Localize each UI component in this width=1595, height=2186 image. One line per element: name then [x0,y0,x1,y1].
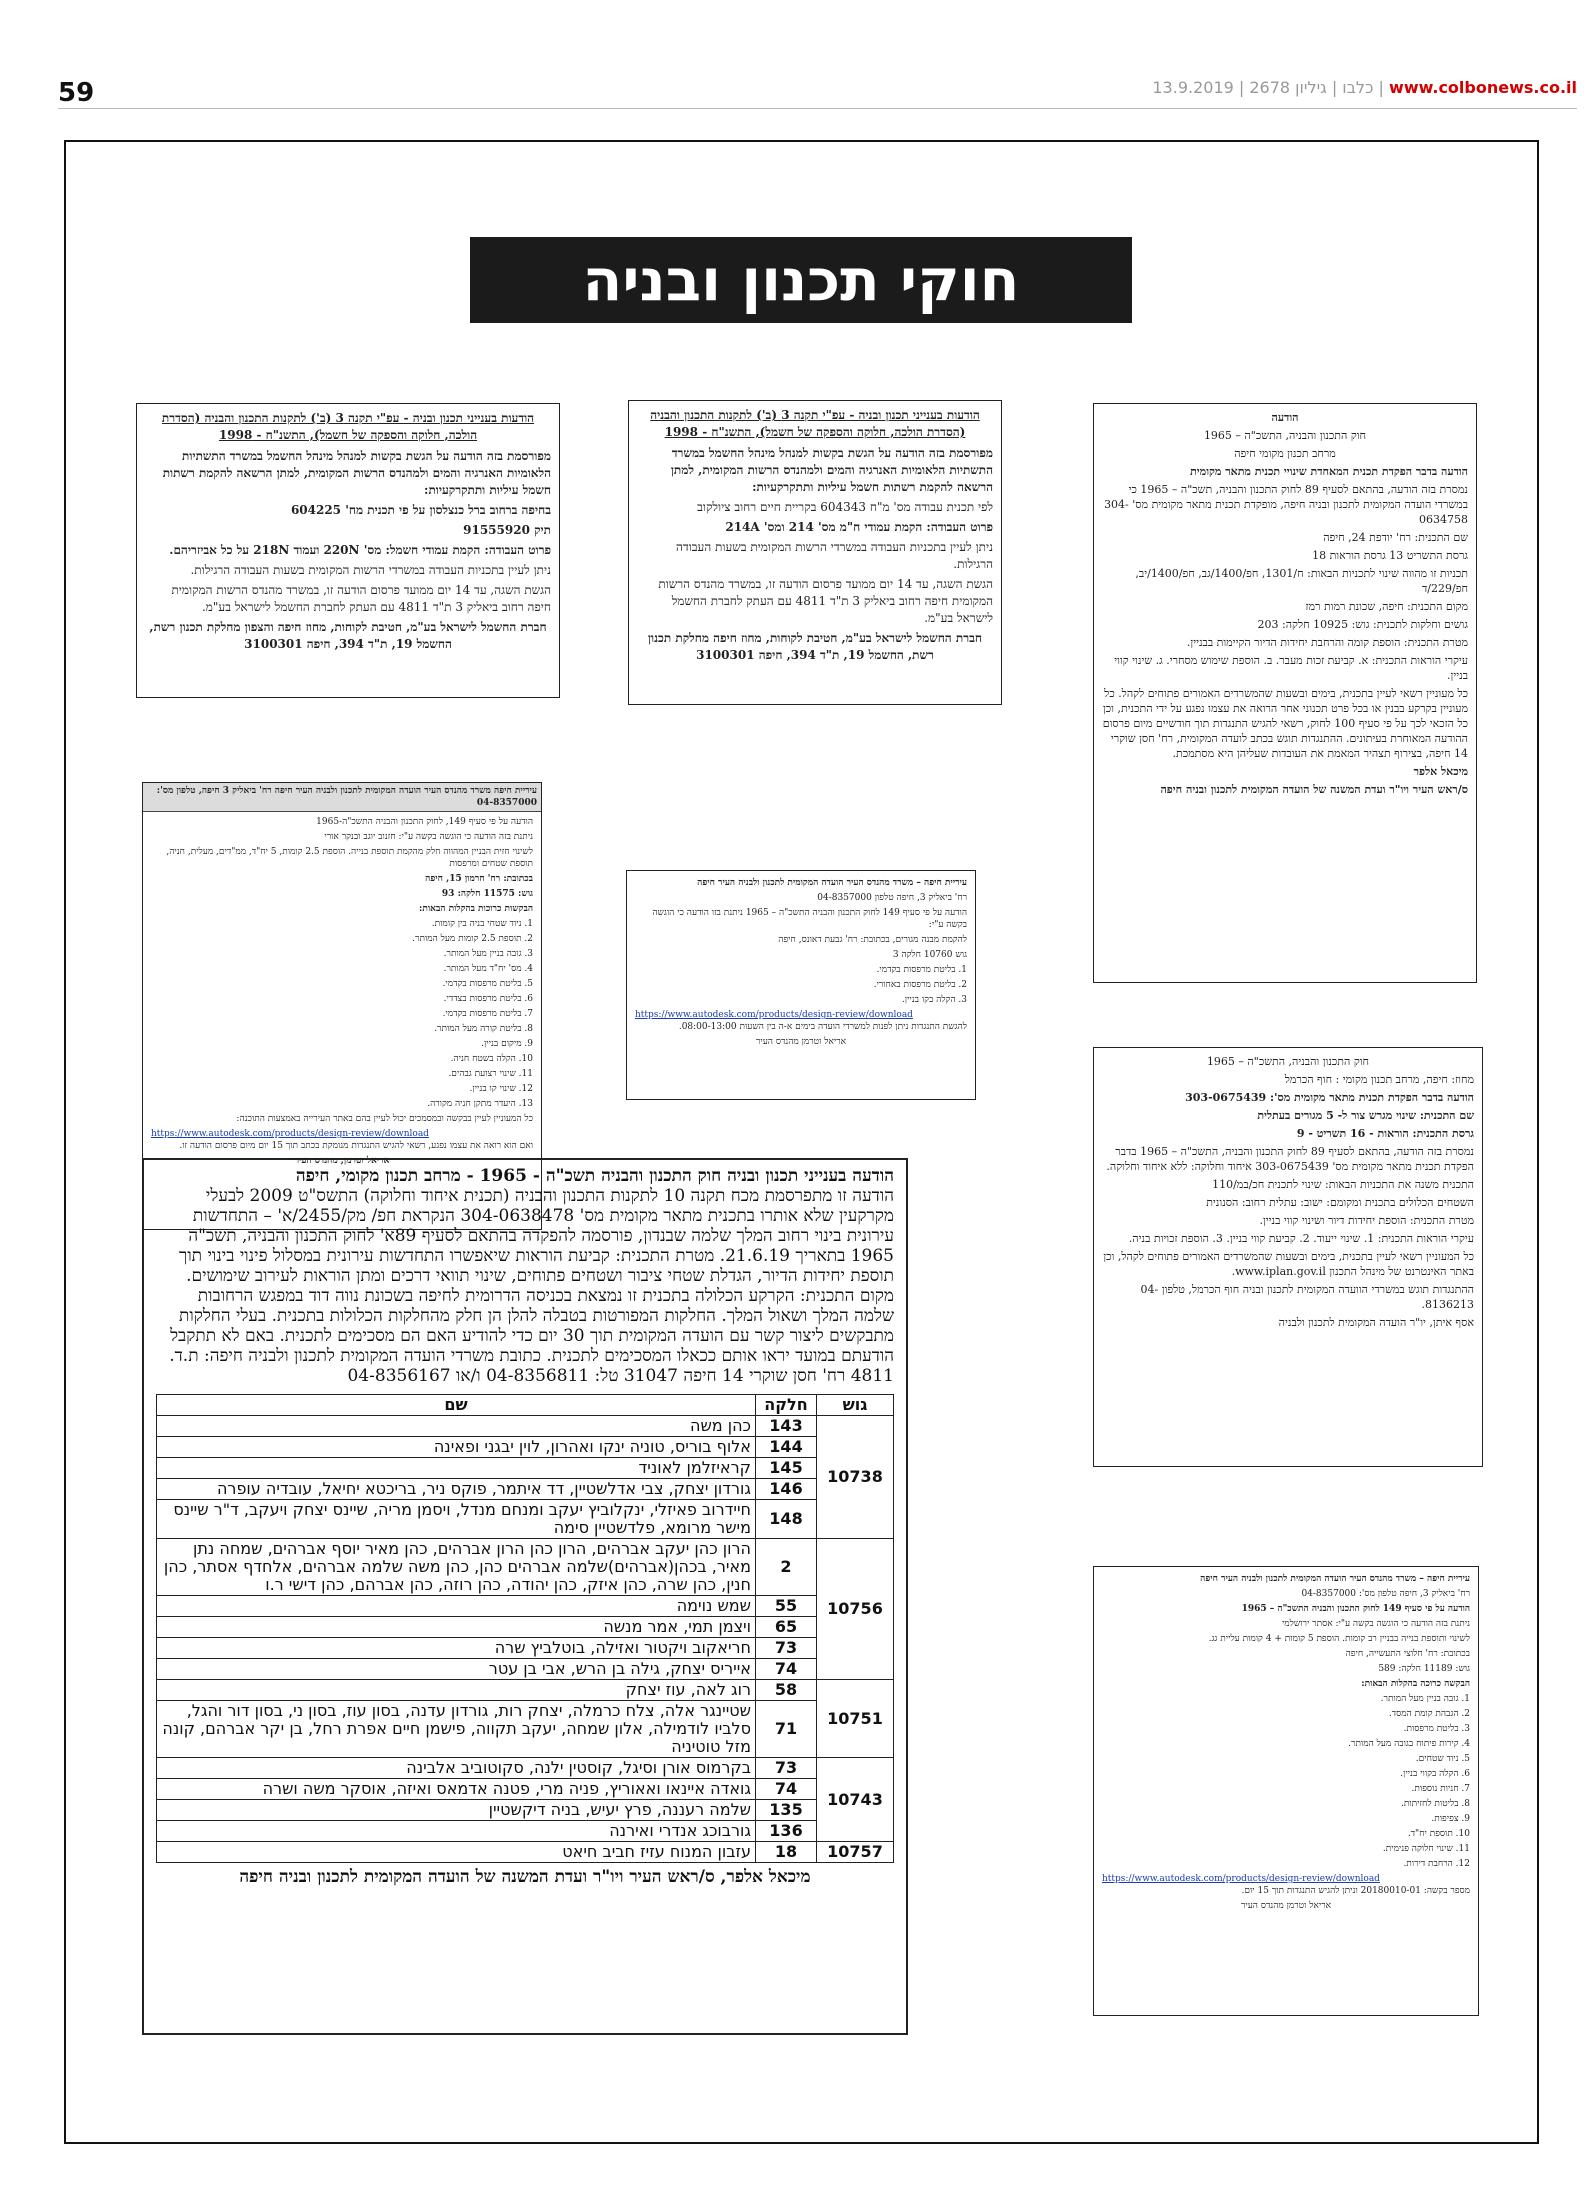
cell-helka: 73 [756,1758,817,1779]
cell-owner-name: ויצמן תמי, אמר מנשה [157,1617,756,1638]
notice-line: 13. היעדר מתקן חניה מקורה. [427,1099,533,1109]
notice-line: שם התכנית: שינוי מגרש צור ל- 5 מגורים בעתלית [1257,1109,1474,1122]
notice-header-bar: עיריית חיפה משרד מהנדס העיר הועדה המקומית לתכנון ולבניה העיר חיפה רח' ביאליק 3 חיפה, טלפון מס': 04-8357000 [143,783,541,812]
notice-line: ניתנת בזה הודעה כי הוגשה בקשה ע"י: חזנוב יוגב ובנקר אורי [324,832,533,842]
notice-line: הודעה [1271,411,1299,424]
notice-line: ניתן לעיין בתכניות העבודה במשרדי הרשות המקומית בשעות העבודה הרגילות. [676,540,993,571]
header-divider [58,108,1577,109]
notice-line: לשינוי חזית הבניין המהווה חלק מהקמת תוספת בנייה. הוספת 2.5 קומות, 5 יח"ד, ממ"דים, מעלית, חניה, תוספת שטחים ומרפסות [166,847,533,869]
table-row [157,1800,894,1821]
cell-owner-name: גואדה איינאו ואאוריץ, פניה מרי, פטנה אדמאס ואיזה, אוסקר משה ושרה [157,1779,756,1800]
cell-owner-name: שטיינגר אלה, צלח כרמלה, יצחק רות, גורדון עדנה, בסון עוז, בסון ני, בסון דור והגל, סלביו לודמילה, אלון שמחה, יעקב תקווה, פישמן חיים אפרת רחל, בן יקר אברהם, קונה מזל טוטיניה [157,1701,756,1758]
notice-line: 6. הקלה בקווי בניין. [1400,1769,1470,1779]
table-row [157,1539,894,1596]
cell-gush: 10743 [817,1758,894,1842]
notice-line: השטחים הכלולים בתכנית ומקומם: ישוב: עתלית רחוב: הסנונית [1206,1196,1474,1209]
notice-line: הבקשות כרוכות בהקלות הבאות: [419,904,533,914]
cell-owner-name: רוג לאה, עוז יצחק [157,1680,756,1701]
table-row [157,1821,894,1842]
table-row [157,1596,894,1617]
notice-line: 4. מס' יח"ד מעל המותר. [443,964,533,974]
notice-line: 1. בליטת מרפסות בקדמי. [876,965,967,975]
cell-helka: 73 [756,1638,817,1659]
notice-line: כל מעוניין רשאי לעיין בתכנית, בימים ובשעות שהמשרדים האמורים פתוחים לקהל. כל מעוניין בקרקע בבנין או בכל פרט תכנוני אחר הרואה את עצמו נפגע על ידי התכנית, וכן כל הזכאי לכך על פי סעיף 100 לחוק, רשאי להגיש התנגדות תוך חודשיים מיום פרסום ההודעה המאוחרת בעיתונים. ההתנגדות תוגש בכתב לועדה המקומית, רח' חסן שוקרי 14 חיפה, בצירוף תצהיר המאמת את העובדות שעליהן היא מסתמכת. [1102,687,1468,760]
notice-line: להגשת התנגדות ניתן לפנות למשרדי הועדה בימים א-ה בין השעות 08:00-13:00. [678,1022,967,1032]
notice-haifa-149-b [626,870,976,1100]
notice-line: עיקרי הוראות התכנית: 1. שינוי ייעוד. 2. קביעת קווי בניין. 3. הוספת זכויות בניה. [1128,1232,1474,1245]
notice-line: ואם הוא רואה את עצמו נפגע, רשאי להגיש התנגדות מנומקת בכתב תוך 15 יום מיום פרסום הודעה זו. [179,1141,533,1151]
notice-line: רח' ביאליק 3, חיפה טלפון מס': 04-8357000 [1301,1589,1470,1599]
notice-line: הודעה בדבר הפקדת תכנית המאחדת שינויי תכנית מתאר מקומית [1190,465,1468,478]
autodesk-link[interactable]: https://www.autodesk.com/products/design-review/download [635,1010,913,1020]
cell-owner-name: גורדון יצחק, צבי אדלשטיין, דד איתמר, פוקס ניר, בריכטא יחיאל, עובדיה עופרה [157,1479,756,1500]
notice-head: הודעות בענייני תכנון ובניה - עפ"י תקנה 3 (ב') לתקנות התכנון והבניה (הסדרת הולכה, חלוקה והספקה של חשמל), התשנ"ח - 1998 [161,411,535,442]
cell-helka: 71 [756,1701,817,1758]
notice-title: הודעה בענייני תכנון ובניה חוק התכנון והבניה תשכ"ה - 1965 - מרחב תכנון מקומי, חיפה [295,1166,894,1186]
notice-line: 3. גובה בניין מעל המותר. [443,949,533,959]
table-row [157,1500,894,1539]
notice-line: רח' ביאליק 3, חיפה טלפון 04-8357000 [817,893,967,903]
cell-helka: 135 [756,1800,817,1821]
notice-line: 3. בליטת מרפסות. [1403,1724,1470,1734]
notice-line: הודעה על פי סעיף 149 לחוק התכנון והבניה התשכ"ה – 1965 ניתנת בזו הודעה כי הוגשה בקשה ע"י: [652,908,967,930]
notice-line: 2. תוספת 2.5 קומות מעל המותר. [412,934,533,944]
notice-line: עיריית חיפה – משרד מהנדס העיר הועדה המקומית לתכנון ולבניה העיר חיפה [1200,1574,1470,1584]
notice-line: 9. צפיפות. [1431,1814,1470,1824]
cell-owner-name: חריאקוב ויקטור ואזילה, בוטלביץ שרה [157,1638,756,1659]
notice-line: כל המעוניין לעיין בבקשה ובמסמכים יכול לעיין בהם באתר העירייה באמצעות התוכנה: [236,1114,533,1124]
notice-line: הגשת השגה, עד 14 יום ממועד פרסום הודעה זו, במשרד מהנדס הרשות המקומית חיפה רחוב ביאליק 3 ת"ד 4811 עם העתק לחברת החשמל לישראל בע"מ. [658,577,993,625]
notice-line: גוש: 11575 חלקה: 93 [441,889,533,899]
table-row [157,1617,894,1638]
cell-gush: 10738 [817,1416,894,1539]
notice-line: 4. קירות פיתוח בגובה מעל המותר. [1348,1739,1470,1749]
notice-line: הודעה בדבר הפקדת תכנית מתאר מקומית מס': 303-0675439 [1185,1091,1474,1104]
notice-plan-deposit [1093,403,1477,983]
table-header-row [157,1395,894,1416]
cell-owner-name: אלוף בוריס, טוניה ינקו ואהרון, לוין יבגני ופאינה [157,1437,756,1458]
table-row [157,1758,894,1779]
cell-helka: 145 [756,1458,817,1479]
notice-line: כל המעוניין רשאי לעיין בתכנית, בימים ובשעות שהמשרדים האמורים פתוחים לקהל, וכן באתר האינטרנט של מינהל התכנון www.iplan.gov.il. [1103,1250,1474,1278]
notice-line: גרסת התשריט 13 גרסת הוראות 18 [1312,549,1468,562]
notice-sign: אריאל וטרמן מהנדס העיר [755,1037,847,1047]
notice-intro: הודעה זו מתפרסמת מכח תקנה 10 לתקנות התכנון והבניה (תכנית איחוד וחלוקה) התשס"ט 2009 לבעלי מקרקעין שלא אותרו בתכנית מתאר מקומית מס' 304-0638478 הנקראת חפ/ מק/2455/א' – התחדשות עירונית בינוי רחוב המלך שלמה שבנדון, פורסמה להפקדה בהתאם לסעיף 89א' לחוק התכנון והבניה, תשכ"ה 1965 בתאריך 21.6.19. מטרת התכנית: קביעת הוראות שיאפשרו התחדשות עירונית במסלול פינוי בינוי תוך תוספת יחידות הדיור, הגדלת שטחי ציבור ושטחים פתוחים, שינוי תוואי דרכים ומתן הוראות לעירוב שימושים. מקום התכנית: הקרקע הכלולה בתכנית זו נמצאת בכניסה הדרומית לחיפה בשכונת נווה דוד במפגש הרחובות שלמה המלך ושאול המלך. החלקות המפורטות בטבלה להלן הן חלק מהחלקות הכלולות בתכנית. בעלי החלקות מתבקשים ליצור קשר עם הועדה המקומית תוך 30 יום כדי להודיע האם הם מסכימים לתכנית. באם לא תתקבל הודעתם במועד יראו אותם ככאלו המסכימים לתכנית. כתובת משרדי הועדה המקומית לתכנון ולבניה חיפה: ת.ד. 4811 רח' חסן שוקרי 14 חיפה 31047 טל: 04-8356811 ו/או 04-8356167 [169,1186,894,1386]
table-row [157,1701,894,1758]
cell-owner-name: קראיזלמן לאוניד [157,1458,756,1479]
notice-reparcellation [142,1158,908,2035]
notice-line: 7. בליטת מרפסות בקדמי. [442,1009,533,1019]
cell-owner-name: כהן משה [157,1416,756,1437]
notice-line: שם התכנית: רח' יודפת 24, חיפה [1323,531,1468,544]
col-gush: גוש [817,1395,894,1416]
notice-line: 10. הקלה בשטח חניה. [450,1054,533,1064]
table-row [157,1842,894,1863]
notice-haifa-149-c [1093,1566,1479,2016]
notice-line: להקמת מבנה מגורים, בכתובת: רח' גבעת דאונס, חיפה [778,935,967,945]
notice-line: 2. הגבהת קומת המסד. [1388,1709,1470,1719]
notice-line: 11. שינוי רצועת גבהים. [448,1069,533,1079]
notice-line: 1. גובה בניין מעל המותר. [1380,1694,1470,1704]
notice-line: פרוט העבודה: הקמת עמודי ח"מ מס' 214 ומס' 214A [725,520,993,534]
site-url[interactable]: www.colbonews.co.il [1389,78,1577,97]
cell-helka: 144 [756,1437,817,1458]
cell-helka: 136 [756,1821,817,1842]
notice-line: 6. בליטת מרפסות בצדדי. [443,994,533,1004]
notice-line: חוק התכנון והבניה, התשכ"ה – 1965 [1203,429,1367,442]
notice-line: מפורסמת בזה הודעה על הגשת בקשות למנהל מינהל החשמל במשרד התשתיות הלאומיות האנרגיה והמים ולמהנדס הרשות המקומית, למתן הרשאה להקמת רשתות חשמל עיליות ותתקרקעיות: [670,446,993,494]
notice-line: מטרת התכנית: הוספת קומה והרחבת יחידות הדיור הקיימות בבניין. [1186,636,1468,649]
notice-line: התכנית משנה את התכניות הבאות: שינוי לתכנית חכ/במ/110 [1212,1178,1474,1191]
notice-line: בחיפה ברחוב ברל כנצלסון על פי תכנית מח' 604225 [290,503,551,517]
cell-helka: 65 [756,1617,817,1638]
notice-line: 8. בליטת קורה מעל המותר. [434,1024,533,1034]
notice-line: 11. שינוי חלוקה פנימית. [1382,1844,1470,1854]
notice-line: גושים וחלקות לתכנית: גוש: 10925 חלקה: 203 [1257,618,1468,631]
cell-helka: 18 [756,1842,817,1863]
notice-line: מרחב תכנון מקומי חיפה [1234,447,1336,460]
cell-owner-name: גורבוכג אנדרי ואירנה [157,1821,756,1842]
notice-line: 5. בליטת מרפסות בקדמי. [442,979,533,989]
table-row [157,1638,894,1659]
notice-line: מקום התכנית: חיפה, שכונת רמות רמז [1305,600,1468,613]
notice-line: גוש: 11189 חלקה: 589 [1378,1664,1470,1674]
notice-line: 12. הרחבת דירות. [1403,1859,1470,1869]
owners-table [156,1394,894,1863]
table-row [157,1680,894,1701]
cell-owner-name: עזבון המנוח עזיז חביב חיאט [157,1842,756,1863]
notice-line: גוש 10760 חלקה 3 [892,950,967,960]
notice-sign: אריאל וטרמן, מהנדס העיר [294,1156,390,1166]
cell-owner-name: שלמה רעננה, פרץ יעיש, בניה דיקשטיין [157,1800,756,1821]
notice-sign: מיכאל אלפר, ס/ראש העיר ויו"ר ועדת המשנה של הועדה המקומית לתכנון ובניה חיפה [239,1867,811,1887]
cell-helka: 2 [756,1539,817,1596]
section-banner: חוקי תכנון ובניה [470,237,1132,323]
notice-line: 9. מיקום בניין. [481,1039,533,1049]
cell-gush: 10757 [817,1842,894,1863]
notice-line: עיקרי הוראות התכנית: א. קביעת זכות מעבר. ב. הוספת שימוש מסחרי. ג. שינוי קווי בניין. [1114,654,1468,682]
cell-helka: 148 [756,1500,817,1539]
notice-line: הגשת השגה, עד 14 יום ממועד פרסום הודעה זו, במשרד מהנדס הרשות המקומית חיפה רחוב ביאליק 3 ת"ד 4811 עם העתק לחברת החשמל לישראל בע"מ. [171,583,551,614]
notice-line: לפי תכנית עבודה מס' מ"ח 604343 בקריית חיים רחוב ציולקוב [697,500,993,514]
table-row [157,1458,894,1479]
autodesk-link[interactable]: https://www.autodesk.com/products/design-review/download [151,1129,429,1139]
notice-line: לשינוי ותוספת בנייה בבניין רב קומות. הוספת 5 קומות + 4 קומות עליית גג. [1208,1634,1470,1644]
notice-head: הודעות בענייני תכנון ובניה - עפ"י תקנה 3 (ב') לתקנות התכנון והבניה (הסדרת הולכה, חלוקה והספקה של חשמל), התשנ"ח - 1998 [650,408,980,439]
notice-line: בכתובת: רח' חרמון 15, חיפה [425,874,533,884]
notice-line: גרסת התכנית: הוראות - 16 תשריט - 9 [1296,1127,1474,1140]
notice-line: נמסרת בזה הודעה, בהתאם לסעיף 89 לחוק התכנון והבניה, התשכ"ה – 1965 בדבר הפקדת תכנית מתאר מקומית מס' 303-0675439 איחוד וחלוקה: ללא איחוד וחלוקה. [1106,1145,1474,1173]
notice-line: 5. ניוד שטחים. [1415,1754,1470,1764]
notice-line: 7. חניות נוספות. [1411,1784,1470,1794]
cell-owner-name: שמש נוימה [157,1596,756,1617]
col-helka: חלקה [756,1395,817,1416]
notice-line: הבקשה כרוכה בהקלות הבאות: [1361,1679,1470,1689]
notice-line: מטרת התכנית: הוספת יחידות דיור ושינוי קווי בניין. [1259,1214,1474,1227]
notice-line: 10. תוספת יח"ד. [1407,1829,1470,1839]
header-meta: www.colbonews.co.il | כלבו | גיליון 2678 | 13.9.2019 [1152,78,1577,97]
notice-line: מיכאל אלפר [1413,765,1468,778]
notice-line: ניתן לעיין בתכניות העבודה במשרדי הרשות המקומית בשעות העבודה הרגילות. [190,563,551,577]
notice-line: מפורסמת בזה הודעה על הגשת בקשות למנהל מינהל החשמל במשרד התשתיות הלאומיות האנרגיה והמים ולמהנדס הרשות המקומית, למתן הרשאה להקמת רשתות חשמל עיליות ותתקרקעיות: [162,449,551,497]
cell-gush: 10756 [817,1539,894,1680]
notice-sign: חברת החשמל לישראל בע"מ, חטיבת לקוחות, מחוז חיפה מחלקת תכנון רשת, החשמל 19, ת"ד 394, חיפה 3100301 [648,631,982,662]
notice-electric-2 [628,400,1002,705]
notice-line: חוק התכנון והבניה, התשכ"ה – 1965 [1206,1055,1370,1068]
cell-helka: 74 [756,1779,817,1800]
notice-electric-1 [136,403,560,698]
notice-line: ס/ראש העיר ויו"ר ועדת המשנה של הועדה המקומית לתכנון ובניה חיפה [1160,783,1468,796]
issue-meta: כלבו | גיליון 2678 | 13.9.2019 [1152,78,1374,97]
notice-sign: חברת החשמל לישראל בע"מ, חטיבת לקוחות, מחוז חיפה והצפון מחלקת תכנון רשת, החשמל 19, ת"ד 394, חיפה 3100301 [149,620,547,651]
table-row [157,1416,894,1437]
owners-table-body [157,1416,894,1863]
notice-line: 1. ניוד שטחי בניה בין קומות. [431,919,533,929]
notice-line: אסף איתן, יו"ר הועדה המקומית לתכנון ולבניה [1278,1316,1474,1329]
cell-helka: 143 [756,1416,817,1437]
autodesk-link[interactable]: https://www.autodesk.com/products/design-review/download [1102,1874,1380,1884]
cell-owner-name: הרון כהן יעקב אברהים, הרון כהן הרון אברהים, כהן מאיר יוסף אברהים, שמחה נתן מאיר, בכהן(אברהים)שלמה אברהים כהן, כהן משה שלמה אברהים, אלחדף אסתר, כהן חנין, כהן שרה, כהן איזק, כהן יהודה, כהן רוזה, כהן אברהם, כהן דישי ר.ו [157,1539,756,1596]
notice-line: הודעה על פי סעיף 149 לחוק התכנון והבניה התשכ"ה – 1965 [1241,1604,1470,1614]
cell-owner-name: חיידרוב פאיזלי, ינקלוביץ יעקב ומנחם מנדל, ויסמן מריה, שיינס יצחק ויעקב, ד"ר שיינס מישר מרומא, פלדשטיין סימה [157,1500,756,1539]
cell-helka: 58 [756,1680,817,1701]
notice-line: 2. בליטת מרפסות באחורי. [873,980,967,990]
table-row [157,1479,894,1500]
notice-line: בכתובת: רח' חלוצי התעשייה, חיפה [1345,1649,1470,1659]
notice-sign: אריאל וטרמן מהנדס העיר [1240,1901,1332,1911]
page-number: 59 [58,78,95,108]
cell-owner-name: אייריס יצחק, גילה בן הרש, אבי בן עטר [157,1659,756,1680]
notice-line: תיק 91555920 [463,523,551,537]
notice-hof-hacarmel [1093,1047,1483,1467]
cell-helka: 146 [756,1479,817,1500]
col-name: שם [157,1395,756,1416]
notice-line: מחוז: חיפה, מרחב תכנון מקומי : חוף הכרמל [1284,1073,1474,1086]
notice-line: מספר בקשה: 20180010-01 וניתן להגיש התנגדות תוך 15 יום. [1241,1886,1470,1896]
notice-line: 12. שינוי קו בניין. [469,1084,533,1094]
notice-line: פרוט העבודה: הקמת עמודי חשמל: מס' 220N ועמוד 218N על כל אביזריהם. [169,543,551,557]
notice-line: עיריית חיפה – משרד מהנדס העיר הועדה המקומית לתכנון ולבניה העיר חיפה [697,878,967,888]
table-row [157,1437,894,1458]
notice-line: הודעה על פי סעיף 149, לחוק התכנון והבניה התשכ"ה-1965 [316,817,533,827]
table-row [157,1659,894,1680]
notice-line: 3. הקלה בקו בניין. [901,995,967,1005]
notice-line: ההתנגדות תוגש במשרדי הוועדה המקומית לתכנון ובניה חוף הכרמל, טלפון 04-8136213. [1140,1283,1474,1311]
cell-owner-name: בקרמוס אורן וסיגל, קוסטין ילנה, סקוטוביב אלבינה [157,1758,756,1779]
cell-gush: 10751 [817,1680,894,1758]
notice-line: נמסרת בזה הודעה, בהתאם לסעיף 89 לחוק התכנון והבניה, תשכ"ה – 1965 כי במשרדי הועדה המקומית לתכנון ובניה חיפה, מופקדת תכנית מתאר מקומית מס' 304-0634758 [1104,483,1468,526]
notice-line: 8. בליטות לחזיתות. [1401,1799,1470,1809]
notice-line: תכניות זו מהווה שינוי לתכניות הבאות: ח/1301, חפ/1400/גב, חפ/1400/יב, חפ/229/ד [1135,567,1468,595]
cell-helka: 55 [756,1596,817,1617]
notice-line: ניתנת בזה הודעה כי הוגשה בקשה ע"י: אסתר ירושלמי [1281,1619,1470,1629]
cell-helka: 74 [756,1659,817,1680]
table-row [157,1779,894,1800]
